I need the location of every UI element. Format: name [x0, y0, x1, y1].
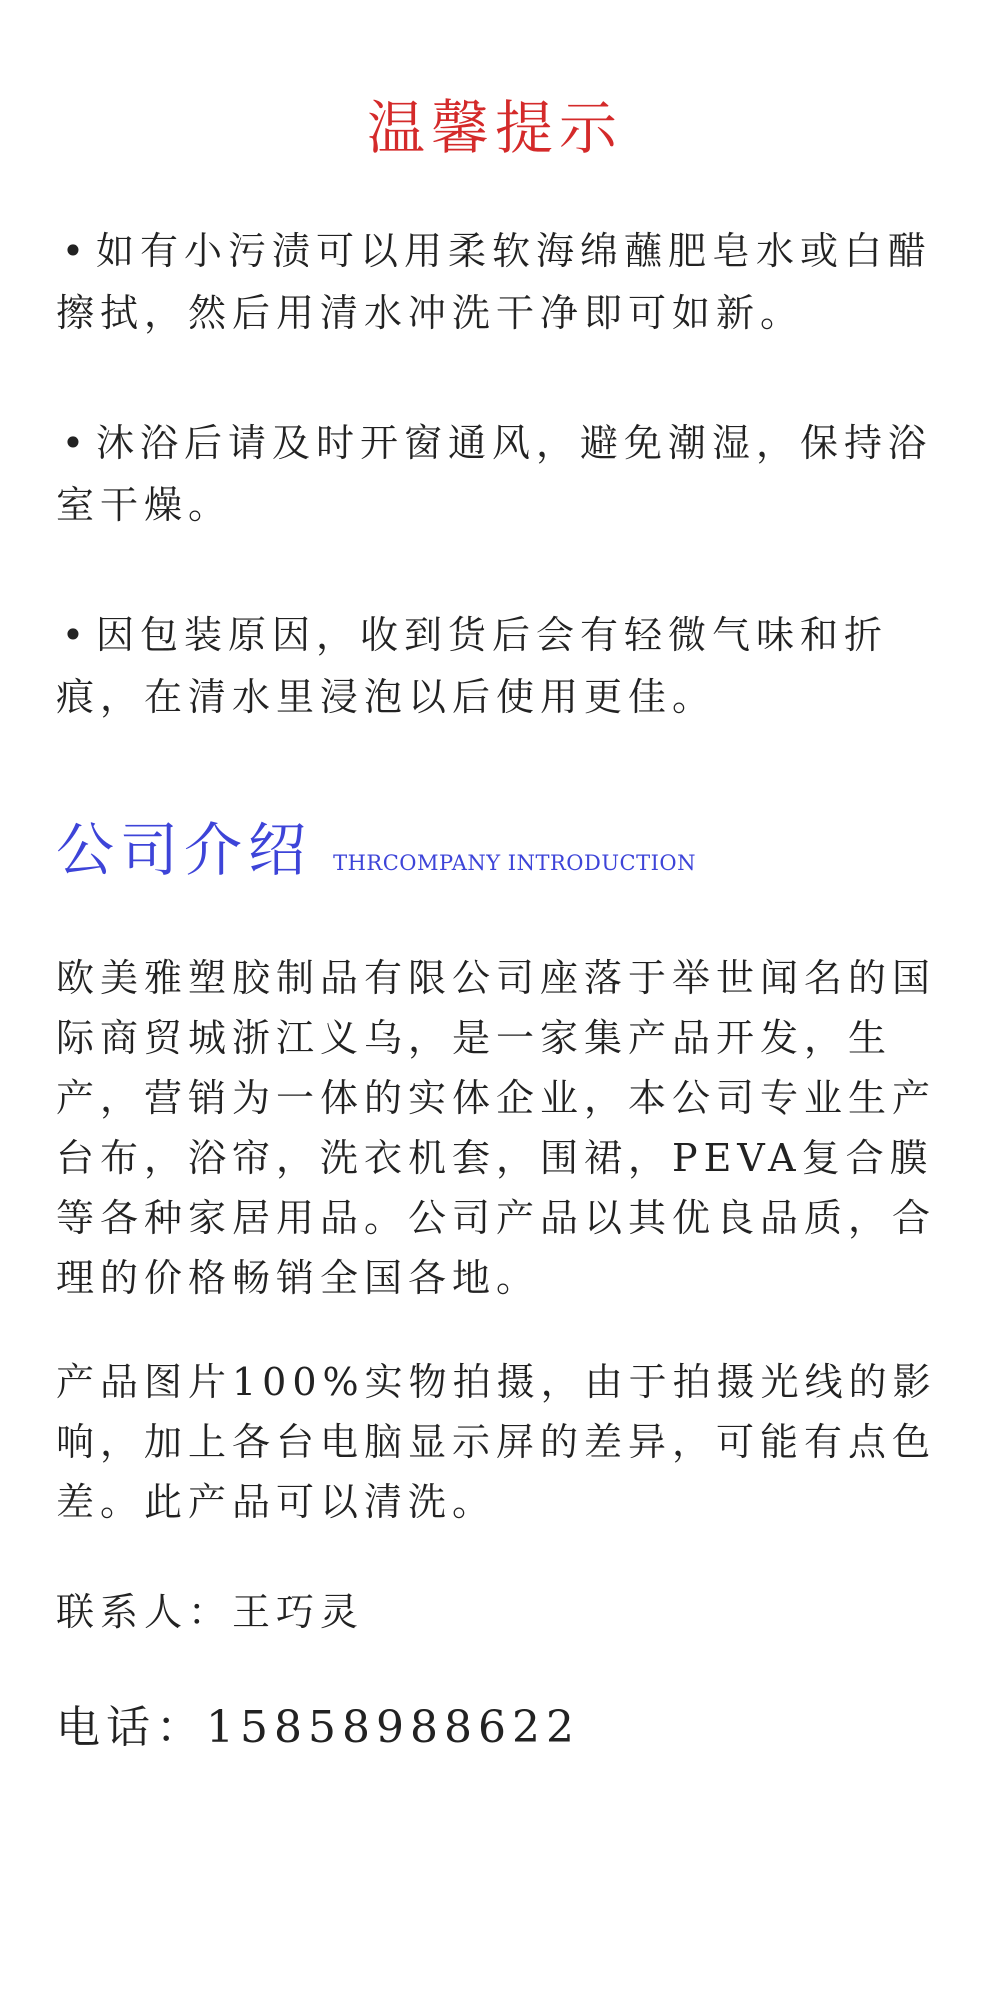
tip-text: 沐浴后请及时开窗通风，避免潮湿，保持浴室干燥。	[56, 421, 933, 527]
company-paragraph: 欧美雅塑胶制品有限公司座落于举世闻名的国际商贸城浙江义乌，是一家集产品开发，生产，营销为一体的实体企业，本公司专业生产台布，浴帘，洗衣机套，围裙，PEVA复合膜等各种家居用品。公司产品以其优良品质，合理的价格畅销全国各地。	[56, 956, 937, 1300]
tips-title: 温馨提示	[366, 94, 623, 162]
phone-number: 电话：15858988622	[56, 1702, 580, 1753]
bullet-icon: •	[61, 613, 91, 657]
company-title: 公司介绍	[56, 816, 313, 884]
tip-text: 因包装原因，收到货后会有轻微气味和折痕，在清水里浸泡以后使用更佳。	[56, 613, 889, 719]
tip-item	[56, 604, 936, 728]
company-subtitle: THRCOMPANY INTRODUCTION	[333, 851, 697, 875]
contact-person: 联系人：王巧灵	[56, 1590, 365, 1634]
company-header	[56, 810, 936, 890]
tip-item	[56, 220, 936, 344]
product-note-paragraph: 产品图片100%实物拍摄，由于拍摄光线的影响，加上各台电脑显示屏的差异，可能有点色差。此产品可以清洗。	[56, 1360, 937, 1524]
tip-text: 如有小污渍可以用柔软海绵蘸肥皂水或白醋擦拭，然后用清水冲洗干净即可如新。	[56, 229, 933, 335]
bullet-icon: •	[61, 229, 91, 273]
tips-list	[56, 220, 936, 796]
bullet-icon: •	[61, 421, 91, 465]
tip-item	[56, 412, 936, 536]
company-intro	[56, 948, 956, 1758]
